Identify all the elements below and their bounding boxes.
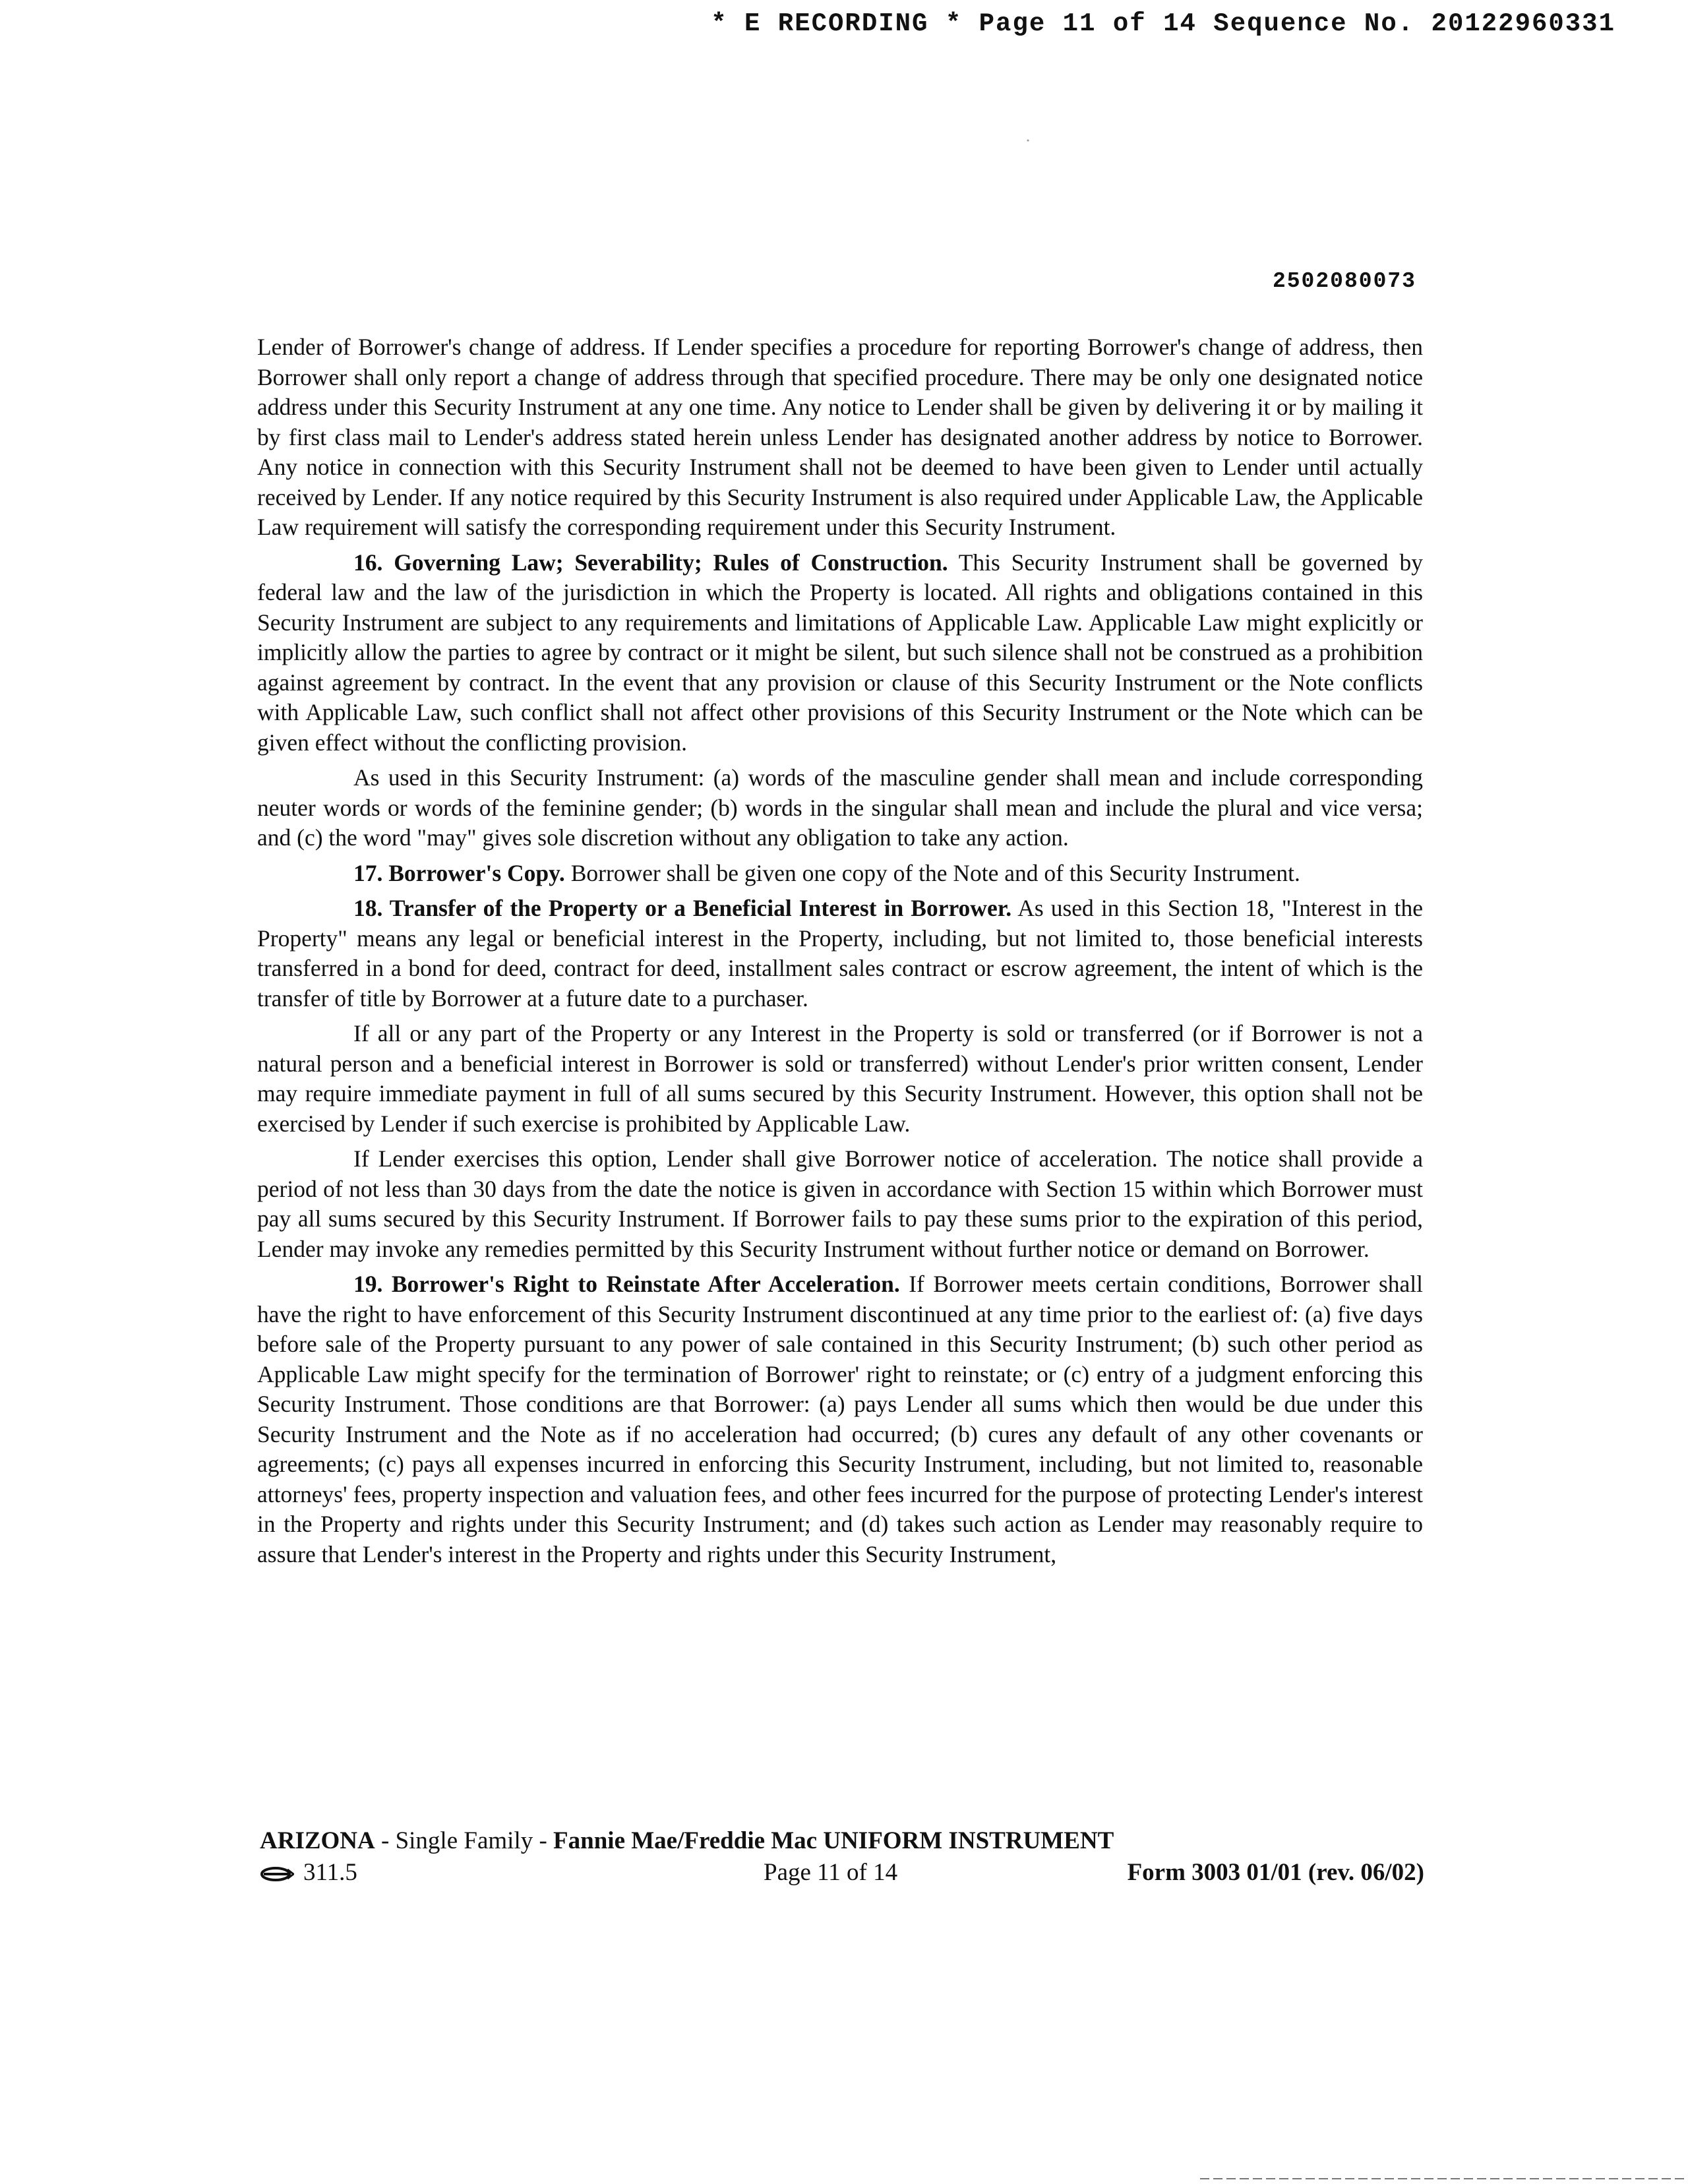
- paragraph-text: Lender of Borrower's change of address. If Lender specifies a procedure for reporting Borrower's change of address, then Borrower shall only report a change of address through that specified procedure. There may be only one designated notice address under this Security Instrument at any one time. Any notice to Lender shall be given by delivering it or by mailing it by first class mail to Lender's address stated herein unless Lender has designated another address by notice to Borrower. Any notice in connection with this Security Instrument shall not be deemed to have been given to Lender until actually received by Lender. If any notice required by this Security Instrument is also required under Applicable Law, the Applicable Law requirement will satisfy the corresponding requirement under this Security Instrument.: [257, 334, 1423, 540]
- paragraph-text: Borrower shall be given one copy of the Note and of this Security Instrument.: [564, 859, 1300, 886]
- recording-header: * E RECORDING * Page 11 of 14 Sequence No. 20122960331: [711, 9, 1615, 38]
- section-19-right-to-reinstate: [257, 1269, 1423, 1569]
- section-16-governing-law: [257, 548, 1423, 758]
- footer-page-label: Page 11 of 14: [764, 1859, 898, 1886]
- document-body: [257, 332, 1423, 1575]
- paragraph-notice-continued: [257, 332, 1423, 543]
- section-heading: 19. Borrower's Right to Reinstate After Acceleration.: [353, 1271, 900, 1297]
- paragraph-construction-rules: [257, 763, 1423, 853]
- loan-number: 2502080073: [1272, 269, 1416, 293]
- section-heading: 17. Borrower's Copy.: [353, 859, 565, 886]
- footer-title: [260, 1827, 1114, 1855]
- section-heading: 18. Transfer of the Property or a Beneficial Interest in Borrower.: [353, 895, 1012, 921]
- footer-instrument: Fannie Mae/Freddie Mac UNIFORM INSTRUMENT: [553, 1827, 1114, 1854]
- paragraph-text: If Borrower meets certain conditions, Borrower shall have the right to have enforcement of this Security Instrument discontinued at any time prior to the earliest of: (a) five days before sale of the Property pursuant to any power of sale contained in this Security Instrument; (b) such other period as Applicable Law might specify for the termination of Borrower' right to reinstate; or (c) entry of a judgment enforcing this Security Instrument. Those conditions are that Borrower: (a) pays Lender all sums which then would be due under this Security Instrument and the Note as if no acceleration had occurred; (b) cures any default of any other covenants or agreements; (c) pays all expenses incurred in enforcing this Security Instrument, including, but not limited to, reasonable attorneys' fees, property inspection and valuation fees, and other fees incurred for the purpose of protecting Lender's interest in the Property and rights under this Security Instrument; and (d) takes such action as Lender may reasonably require to assure that Lender's interest in the Property and rights under this Security Instrument,: [257, 1271, 1423, 1567]
- paragraph-text: As used in this Section 18, "Interest in the Property" means any legal or beneficial interest in the Property, including, but not limited to, those beneficial interests transferred in a bond for deed, contract for deed, installment sales contract or escrow agreement, the intent of which is the transfer of title by Borrower at a future date to a purchaser.: [257, 895, 1423, 1012]
- section-18-transfer-of-property: [257, 894, 1423, 1014]
- paragraph-text: If all or any part of the Property or any Interest in the Property is sold or transferred (or if Borrower is not a natural person and a beneficial interest in Borrower is sold or transferred) without Lender's prior written consent, Lender may require immediate payment in full of all sums secured by this Security Instrument. However, this option shall not be exercised by Lender if such exercise is prohibited by Applicable Law.: [257, 1020, 1423, 1137]
- footer-form-code: [260, 1858, 357, 1889]
- footer-state: ARIZONA: [260, 1827, 375, 1854]
- section-17-borrowers-copy: [257, 859, 1423, 889]
- footer-row: [260, 1858, 1424, 1890]
- footer-form-number: Form 3003 01/01 (rev. 06/02): [1127, 1859, 1424, 1886]
- paragraph-text: This Security Instrument shall be governed by federal law and the law of the jurisdiction in which the Property is located. All rights and obligations contained in this Security Instrument are subject to any requirements and limitations of Applicable Law. Applicable Law might explicitly or implicitly allow the parties to agree by contract or it might be silent, but such silence shall not be construed as a prohibition against agreement by contract. In the event that any provision or clause of this Security Instrument or the Note conflicts with Applicable Law, such conflict shall not affect other provisions of this Security Instrument or the Note which can be given effect without the conflicting provision.: [257, 549, 1423, 756]
- form-code-text: 311.5: [303, 1859, 357, 1886]
- paragraph-text: If Lender exercises this option, Lender shall give Borrower notice of acceleration. The notice shall provide a period of not less than 30 days from the date the notice is given in accordance with Section 15 within which Borrower must pay all sums secured by this Security Instrument. If Borrower fails to pay these sums prior to the expiration of this period, Lender may invoke any remedies permitted by this Security Instrument without further notice or demand on Borrower.: [257, 1145, 1423, 1262]
- paragraph-acceleration-notice: [257, 1144, 1423, 1264]
- scan-speck: [1026, 138, 1030, 142]
- footer-family: - Single Family -: [375, 1827, 554, 1854]
- scan-edge-line: [1200, 2176, 1688, 2184]
- vmp-logo-icon: [260, 1860, 294, 1889]
- paragraph-text: As used in this Security Instrument: (a) words of the masculine gender shall mean and include corresponding neuter words or words of the feminine gender; (b) words in the singular shall mean and include the plural and vice versa; and (c) the word "may" gives sole discretion without any obligation to take any action.: [257, 764, 1423, 851]
- section-heading: 16. Governing Law; Severability; Rules of Construction.: [353, 549, 948, 576]
- paragraph-transfer-consent: [257, 1019, 1423, 1139]
